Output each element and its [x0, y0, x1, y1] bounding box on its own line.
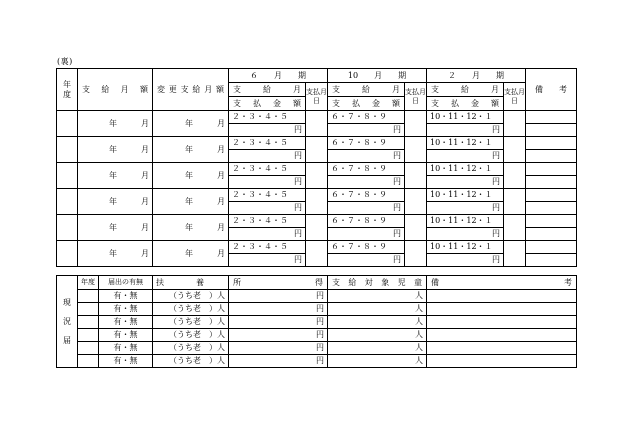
page-label: (裏) — [57, 57, 73, 66]
amount-6-cell: 円 — [229, 254, 306, 267]
henko-shikyu-gengaku-cell: 年 月 — [153, 137, 229, 163]
payment-row — [57, 137, 577, 150]
genkyo-taisho-jido-cell: 人 — [328, 329, 427, 342]
genkyo-nendo-cell — [78, 342, 99, 355]
genkyo-nendo-cell — [78, 303, 99, 316]
amount-6-cell: 円 — [229, 124, 306, 137]
henko-shikyu-gengaku-cell: 年 月 — [153, 215, 229, 241]
henko-shikyu-gengaku-cell: 年 月 — [153, 111, 229, 137]
payment-table — [56, 68, 577, 267]
biko-cell-lower — [526, 176, 577, 189]
genkyo-fuyo-cell: （うち老 ）人 — [153, 303, 229, 316]
payment-row — [57, 241, 577, 254]
header-shiharai-kingaku-2: 支 払 金 額 — [427, 97, 504, 111]
shiharai-hi-10-cell — [405, 111, 427, 137]
nendo-cell — [57, 241, 78, 267]
amount-2-cell: 円 — [427, 254, 504, 267]
shiharai-hi-6-cell — [306, 189, 328, 215]
header-shikyu-tsuki-6: 支 給 月 — [229, 83, 306, 97]
genkyo-taisho-jido-cell: 人 — [328, 355, 427, 368]
header-shikyu-tsuki-10: 支 給 月 — [328, 83, 405, 97]
genkyo-umu-cell: 有・無 — [99, 329, 153, 342]
genkyo-taisho-jido-cell: 人 — [328, 290, 427, 303]
biko-cell-lower — [526, 202, 577, 215]
genkyo-biko-cell — [427, 303, 577, 316]
genkyo-biko-cell — [427, 290, 577, 303]
amount-10-cell: 円 — [328, 254, 405, 267]
shiharai-hi-10-cell — [405, 163, 427, 189]
months-6-cell: ２・３・４・５ — [229, 111, 306, 124]
header-shiharai-hi-6: 支払月日 — [306, 83, 328, 111]
genkyo-shotoku-cell: 円 — [229, 290, 328, 303]
genkyo-umu-cell: 有・無 — [99, 355, 153, 368]
biko-cell-upper — [526, 189, 577, 202]
genkyo-nendo-cell — [78, 355, 99, 368]
genkyo-biko-cell — [427, 342, 577, 355]
payment-row — [57, 111, 577, 124]
genkyo-umu-cell: 有・無 — [99, 303, 153, 316]
shikyu-gengaku-cell: 年 月 — [78, 241, 153, 267]
genkyo-fuyo-cell: （うち老 ）人 — [153, 290, 229, 303]
months-2-cell: 10・11・12・１ — [427, 137, 504, 150]
biko-cell-upper — [526, 215, 577, 228]
biko-cell-upper — [526, 111, 577, 124]
months-2-cell: 10・11・12・１ — [427, 189, 504, 202]
genkyo-row — [57, 329, 577, 342]
genkyo-umu-cell: 有・無 — [99, 342, 153, 355]
months-6-cell: ２・３・４・５ — [229, 137, 306, 150]
amount-6-cell: 円 — [229, 202, 306, 215]
bottom-header-shotoku: 所 得 — [229, 276, 328, 290]
header-shikyu-tsuki-2: 支 給 月 — [427, 83, 504, 97]
nendo-cell — [57, 137, 78, 163]
genkyo-fuyo-cell: （うち老 ）人 — [153, 355, 229, 368]
shiharai-hi-6-cell — [306, 111, 328, 137]
genkyo-umu-cell: 有・無 — [99, 290, 153, 303]
nendo-cell — [57, 189, 78, 215]
shiharai-hi-2-cell — [504, 137, 526, 163]
genkyo-shotoku-cell: 円 — [229, 329, 328, 342]
henko-shikyu-gengaku-cell: 年 月 — [153, 189, 229, 215]
shiharai-hi-2-cell — [504, 163, 526, 189]
amount-2-cell: 円 — [427, 176, 504, 189]
months-10-cell: ６・７・８・９ — [328, 215, 405, 228]
genkyo-shotoku-cell: 円 — [229, 355, 328, 368]
amount-2-cell: 円 — [427, 150, 504, 163]
biko-cell-lower — [526, 150, 577, 163]
payment-row — [57, 163, 577, 176]
months-10-cell: ６・７・８・９ — [328, 163, 405, 176]
months-6-cell: ２・３・４・５ — [229, 163, 306, 176]
header-row-1 — [57, 69, 577, 83]
shiharai-hi-2-cell — [504, 241, 526, 267]
header-shiharai-kingaku-6: 支 払 金 額 — [229, 97, 306, 111]
header-period-6: ６ 月 期 — [229, 69, 328, 83]
nendo-cell — [57, 111, 78, 137]
genkyo-taisho-jido-cell: 人 — [328, 303, 427, 316]
bottom-header-todokede: 届出の有無 — [99, 276, 153, 290]
genkyo-todoke-table — [56, 275, 577, 368]
amount-2-cell: 円 — [427, 228, 504, 241]
genkyo-row — [57, 290, 577, 303]
amount-10-cell: 円 — [328, 202, 405, 215]
henko-shikyu-gengaku-cell: 年 月 — [153, 163, 229, 189]
genkyo-fuyo-cell: （うち老 ）人 — [153, 342, 229, 355]
bottom-header-taisho-jido: 支 給 対 象 児 童 — [328, 276, 427, 290]
shiharai-hi-2-cell — [504, 111, 526, 137]
amount-10-cell: 円 — [328, 150, 405, 163]
amount-6-cell: 円 — [229, 150, 306, 163]
genkyo-fuyo-cell: （うち老 ）人 — [153, 329, 229, 342]
months-6-cell: ２・３・４・５ — [229, 215, 306, 228]
biko-cell-upper — [526, 163, 577, 176]
bottom-header-fuyo: 扶 養 — [153, 276, 229, 290]
nendo-cell — [57, 215, 78, 241]
genkyo-fuyo-cell: （うち老 ）人 — [153, 316, 229, 329]
header-period-10: 10 月 期 — [328, 69, 427, 83]
shikyu-gengaku-cell: 年 月 — [78, 189, 153, 215]
genkyo-taisho-jido-cell: 人 — [328, 316, 427, 329]
amount-10-cell: 円 — [328, 228, 405, 241]
shikyu-gengaku-cell: 年 月 — [78, 163, 153, 189]
genkyo-biko-cell — [427, 329, 577, 342]
genkyo-row — [57, 355, 577, 368]
months-10-cell: ６・７・８・９ — [328, 111, 405, 124]
genkyo-shotoku-cell: 円 — [229, 316, 328, 329]
header-period-2: ２ 月 期 — [427, 69, 526, 83]
amount-10-cell: 円 — [328, 124, 405, 137]
shiharai-hi-2-cell — [504, 189, 526, 215]
genkyo-biko-cell — [427, 355, 577, 368]
henko-shikyu-gengaku-cell: 年 月 — [153, 241, 229, 267]
biko-cell-lower — [526, 228, 577, 241]
shikyu-gengaku-cell: 年 月 — [78, 111, 153, 137]
months-6-cell: ２・３・４・５ — [229, 241, 306, 254]
header-henko-shikyu-gengaku: 変 更 支 給 月 額 — [153, 69, 229, 111]
shiharai-hi-10-cell — [405, 189, 427, 215]
shiharai-hi-10-cell — [405, 137, 427, 163]
amount-6-cell: 円 — [229, 176, 306, 189]
genkyo-nendo-cell — [78, 316, 99, 329]
amount-6-cell: 円 — [229, 228, 306, 241]
nendo-cell — [57, 163, 78, 189]
shikyu-gengaku-cell: 年 月 — [78, 215, 153, 241]
bottom-header-biko: 備 考 — [427, 276, 577, 290]
shiharai-hi-10-cell — [405, 215, 427, 241]
shiharai-hi-6-cell — [306, 137, 328, 163]
genkyo-row — [57, 303, 577, 316]
amount-2-cell: 円 — [427, 124, 504, 137]
shiharai-hi-2-cell — [504, 215, 526, 241]
side-label-genkyo-todoke: 現 況 届 — [57, 276, 78, 368]
bottom-header-row — [57, 276, 577, 290]
months-2-cell: 10・11・12・１ — [427, 111, 504, 124]
header-shiharai-hi-10: 支払月日 — [405, 83, 427, 111]
payment-row — [57, 215, 577, 228]
shikyu-gengaku-cell: 年 月 — [78, 137, 153, 163]
genkyo-row — [57, 316, 577, 329]
payment-row — [57, 189, 577, 202]
header-shikyu-gengaku: 支 給 月 額 — [78, 69, 153, 111]
genkyo-shotoku-cell: 円 — [229, 303, 328, 316]
genkyo-biko-cell — [427, 316, 577, 329]
genkyo-row — [57, 342, 577, 355]
amount-2-cell: 円 — [427, 202, 504, 215]
amount-10-cell: 円 — [328, 176, 405, 189]
biko-cell-upper — [526, 241, 577, 254]
header-biko: 備 考 — [526, 69, 577, 111]
months-10-cell: ６・７・８・９ — [328, 241, 405, 254]
header-shiharai-hi-2: 支払月日 — [504, 83, 526, 111]
header-shiharai-kingaku-10: 支 払 金 額 — [328, 97, 405, 111]
months-10-cell: ６・７・８・９ — [328, 137, 405, 150]
months-2-cell: 10・11・12・１ — [427, 163, 504, 176]
biko-cell-lower — [526, 254, 577, 267]
bottom-header-nendo: 年度 — [78, 276, 99, 290]
months-6-cell: ２・３・４・５ — [229, 189, 306, 202]
biko-cell-lower — [526, 124, 577, 137]
header-nendo: 年 度 — [57, 69, 78, 111]
months-2-cell: 10・11・12・１ — [427, 241, 504, 254]
genkyo-nendo-cell — [78, 290, 99, 303]
shiharai-hi-6-cell — [306, 241, 328, 267]
months-2-cell: 10・11・12・１ — [427, 215, 504, 228]
shiharai-hi-10-cell — [405, 241, 427, 267]
shiharai-hi-6-cell — [306, 215, 328, 241]
biko-cell-upper — [526, 137, 577, 150]
genkyo-nendo-cell — [78, 329, 99, 342]
genkyo-shotoku-cell: 円 — [229, 342, 328, 355]
months-10-cell: ６・７・８・９ — [328, 189, 405, 202]
genkyo-taisho-jido-cell: 人 — [328, 342, 427, 355]
genkyo-umu-cell: 有・無 — [99, 316, 153, 329]
shiharai-hi-6-cell — [306, 163, 328, 189]
